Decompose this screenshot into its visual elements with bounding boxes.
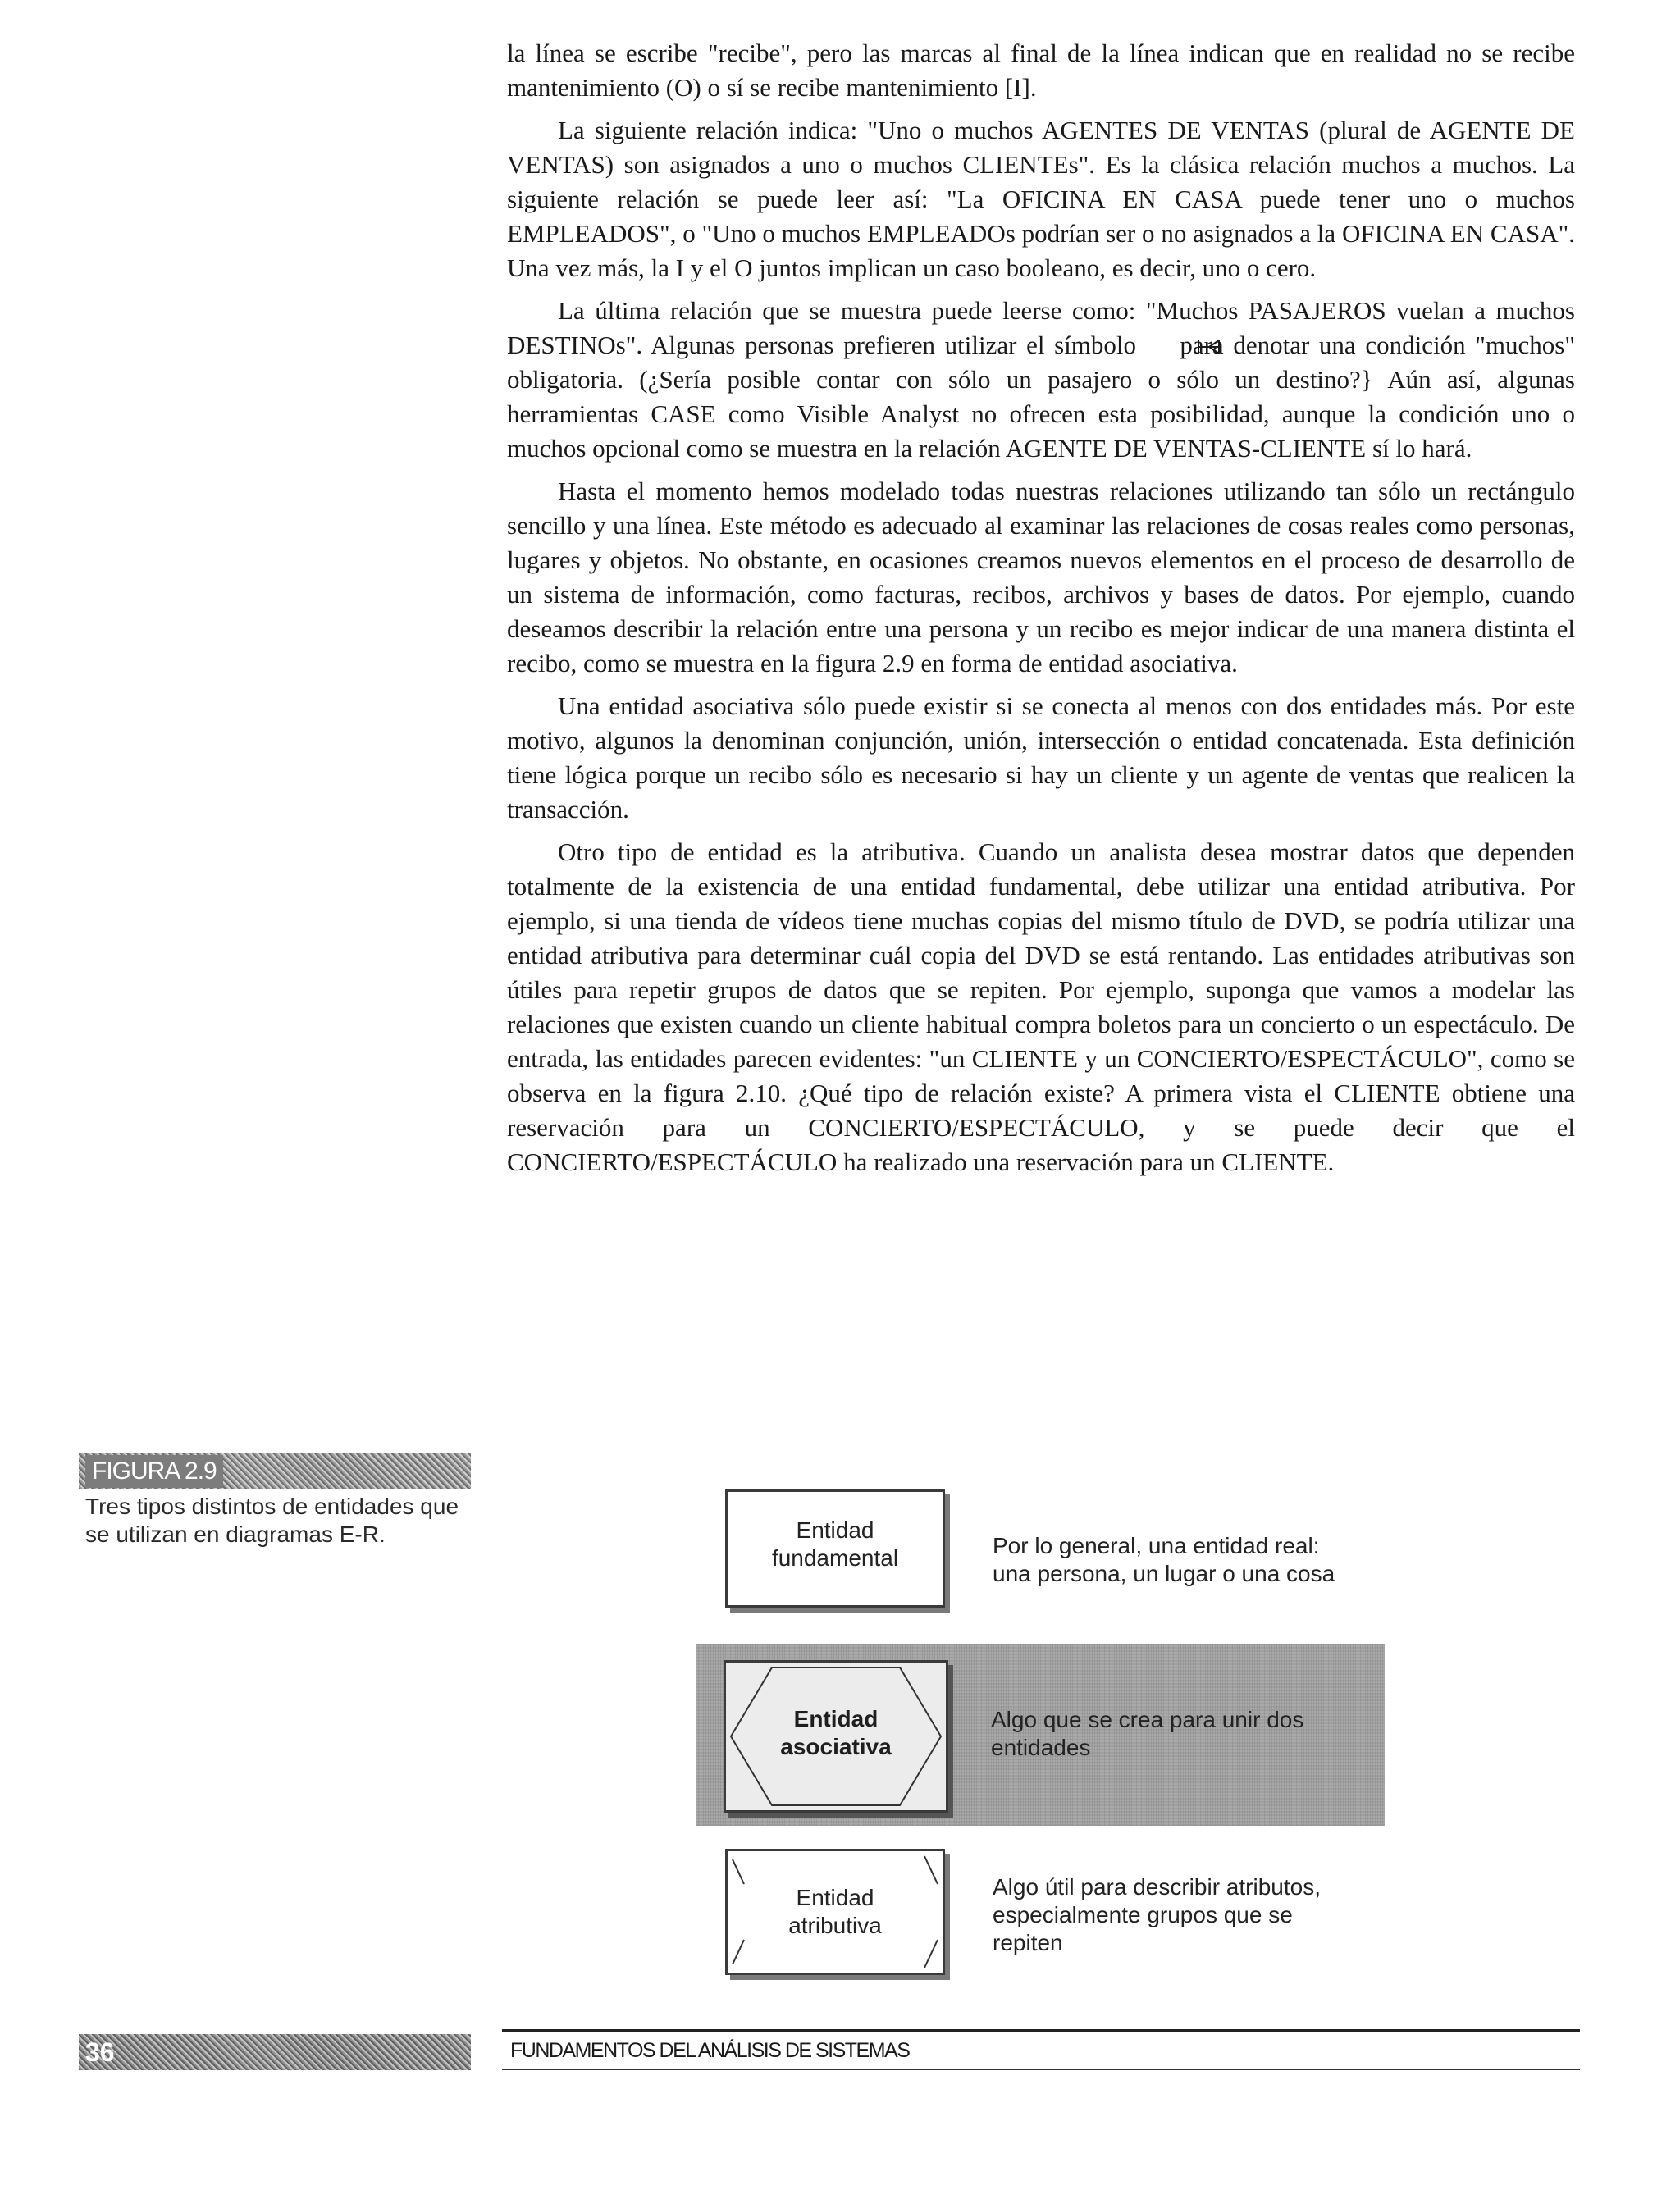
mandatory-many-crowfoot-icon bbox=[1146, 331, 1171, 349]
footer-rule bbox=[502, 2069, 1580, 2070]
footer-rule bbox=[502, 2029, 1580, 2032]
entity-description: una persona, un lugar o una cosa bbox=[993, 1561, 1335, 1586]
figure-caption: Tres tipos distintos de entidades que se utilizan en diagramas E-R. bbox=[85, 1494, 459, 1547]
footer-bar bbox=[79, 2034, 471, 2070]
fundamental-entity-box bbox=[725, 1489, 945, 1608]
entity-name: Entidad bbox=[796, 1517, 874, 1543]
entity-description: Algo útil para describir atributos, bbox=[993, 1874, 1321, 1900]
entity-name: Entidad bbox=[793, 1706, 879, 1731]
entity-description: Por lo general, una entidad real: bbox=[993, 1533, 1320, 1558]
paragraph: la línea se escribe "recibe", pero las marcas al final de la línea indican que en realidad no se recibe mantenimiento (O) o sí se recibe mantenimiento [I]. bbox=[507, 39, 1575, 102]
associative-entity-box bbox=[724, 1660, 948, 1813]
attributive-entity-box bbox=[725, 1849, 945, 1975]
entity-name: fundamental bbox=[771, 1545, 899, 1571]
running-footer-title: FUNDAMENTOS DEL ANÁLISIS DE SISTEMAS bbox=[510, 2039, 910, 2062]
entity-description: Algo que se crea para unir dos bbox=[991, 1707, 1304, 1732]
entity-description: especialmente grupos que se bbox=[993, 1902, 1293, 1927]
paragraph bbox=[507, 294, 1575, 466]
entity-description: repiten bbox=[993, 1930, 1063, 1955]
figure-label: FIGURA 2.9 bbox=[85, 1455, 223, 1488]
paragraph-text: para denotar una condición "muchos" obligatoria. (¿Sería posible contar con sólo un pasajero o sólo un destino?} Aún así, algunas herramientas CASE como Visible Analyst no ofrecen esta posibilidad, aunque la condición uno o muchos opcional como se muestra en la relación AGENTE DE VENTAS-CLIENTE sí lo hará. bbox=[507, 331, 1575, 463]
paragraph: La siguiente relación indica: "Uno o muchos AGENTES DE VENTAS (plural de AGENTE DE VENTAS) son asignados a uno o muchos CLIENTEs". Es la clásica relación muchos a muchos. La siguiente relación se puede leer así: "La OFICINA EN CASA puede tener uno o muchos EMPLEADOS", o "Uno o muchos EMPLEADOs podrían ser o no asignados a la OFICINA EN CASA". Una vez más, la I y el O juntos implican un caso booleano, es decir, uno o cero. bbox=[507, 116, 1575, 282]
paragraph: Una entidad asociativa sólo puede existir si se conecta al menos con dos entidades más. Por este motivo, algunos la denominan conjunción, unión, intersección o entidad concatenada. Esta definición tiene lógica porque un recibo sólo es necesario si hay un cliente y un agente de ventas que realicen la transacción. bbox=[507, 691, 1575, 823]
body-text bbox=[507, 36, 1575, 1188]
entity-name: atributiva bbox=[788, 1913, 882, 1938]
entity-name: Entidad bbox=[796, 1885, 874, 1910]
page-number: 36 bbox=[85, 2037, 115, 2067]
paragraph-text: La última relación que se muestra puede leerse como: "Muchos PASAJEROS vuelan a muchos DESTINOs". Algunas personas prefieren utilizar el símbolo bbox=[507, 296, 1575, 359]
entity-description: entidades bbox=[991, 1735, 1091, 1760]
entity-name: asociativa bbox=[780, 1734, 892, 1759]
paragraph: Hasta el momento hemos modelado todas nuestras relaciones utilizando tan sólo un rectángulo sencillo y una línea. Este método es adecuado al examinar las relaciones de cosas reales como personas, lugares y objetos. No obstante, en ocasiones creamos nuevos elementos en el proceso de desarrollo de un sistema de información, como facturas, recibos, archivos y bases de datos. Por ejemplo, cuando deseamos describir la relación entre una persona y un recibo es mejor indicar de una manera distinta el recibo, como se muestra en la figura 2.9 en forma de entidad asociativa. bbox=[507, 477, 1575, 677]
paragraph: Otro tipo de entidad es la atributiva. Cuando un analista desea mostrar datos que dependen totalmente de la existencia de una entidad fundamental, debe utilizar una entidad atributiva. Por ejemplo, si una tienda de vídeos tiene muchas copias del mismo título de DVD, se podría utilizar una entidad atributiva para determinar cuál copia del DVD se está rentando. Las entidades atributivas son útiles para repetir grupos de datos que se repiten. Por ejemplo, suponga que vamos a modelar las relaciones que existen cuando un cliente habitual compra boletos para un concierto o un espectáculo. De entrada, las entidades parecen evidentes: "un CLIENTE y un CONCIERTO/ESPECTÁCULO", como se observa en la figura 2.10. ¿Qué tipo de relación existe? A primera vista el CLIENTE obtiene una reservación para un CONCIERTO/ESPECTÁCULO, y se puede decir que el CONCIERTO/ESPECTÁCULO ha realizado una reservación para un CLIENTE. bbox=[507, 837, 1575, 1176]
